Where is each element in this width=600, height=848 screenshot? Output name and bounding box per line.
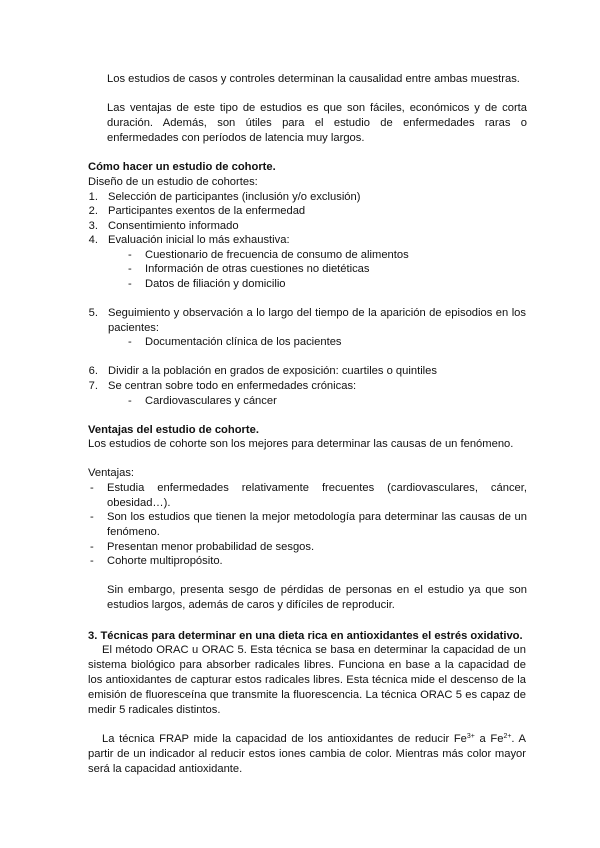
intro-paragraph-1: Los estudios de casos y controles determinan la causalidad entre ambas muestras.: [107, 73, 520, 85]
step-text: Consentimiento informado: [108, 220, 239, 232]
sub-item: Cuestionario de frecuencia de consumo de alimentos: [145, 249, 409, 261]
advantage-item: Presentan menor probabilidad de sesgos.: [107, 541, 315, 553]
dash-bullet: -: [90, 555, 94, 567]
step-text: Se centran sobre todo en enfermedades crónicas:: [108, 380, 357, 392]
advantage-item: Son los estudios que tienen la mejor metodología para determinar las causas de un fenómeno.: [107, 511, 527, 538]
step-number: 4.: [88, 234, 98, 246]
iron-2-charge: 2+: [503, 733, 512, 740]
iron-3-charge: 3+: [466, 733, 475, 740]
dash-bullet: -: [128, 395, 132, 407]
frap-text-start: La técnica FRAP mide la capacidad de los antioxidantes de reducir Fe: [102, 733, 467, 745]
step-number: 5.: [88, 307, 98, 319]
dash-bullet: -: [128, 278, 132, 290]
advantage-item: Estudia enfermedades relativamente frecuentes (cardiovasculares, cáncer, obesidad…).: [107, 482, 527, 509]
sub-item: Cardiovasculares y cáncer: [145, 395, 277, 407]
dash-bullet: -: [128, 263, 132, 275]
sub-item: Documentación clínica de los pacientes: [145, 336, 342, 348]
dash-bullet: -: [128, 336, 132, 348]
step-text: Evaluación inicial lo más exhaustiva:: [108, 234, 290, 246]
sub-item: Datos de filiación y domicilio: [145, 278, 286, 290]
cohort-how-heading: Cómo hacer un estudio de cohorte.: [88, 161, 276, 173]
frap-paragraph: [88, 732, 526, 777]
step-text: Dividir a la población en grados de exposición: cuartiles o quintiles: [108, 365, 437, 377]
advantages-closing: Sin embargo, presenta sesgo de pérdidas de personas en el estudio ya que son estudios largos, además de caros y difíciles de reproducir.: [107, 584, 527, 611]
step-text: Participantes exentos de la enfermedad: [108, 205, 306, 217]
frap-text-mid: a Fe: [474, 733, 504, 745]
frap-text-end: . A partir de un indicador al reducir estos iones cambia de color. Mientras más color mayor será la capacidad antioxidante.: [88, 733, 527, 775]
step-number: 1.: [88, 191, 98, 203]
orac-paragraph: El método ORAC u ORAC 5. Esta técnica se basa en determinar la capacidad de un sistema biológico para absorber radicales libres. Funciona en base a la capacidad de los antioxidantes de capturar estos radicales libres. Esta técnica mide el descenso de la emisión de fluoresceína que transmite la fluorescencia. La técnica ORAC 5 es capaz de medir 5 radicales distintos.: [88, 644, 526, 716]
intro-paragraph-2: Las ventajas de este tipo de estudios es que son fáciles, económicos y de corta duración. Además, son útiles para el estudio de enfermedades raras o enfermedades con períodos de latencia muy largos.: [107, 102, 527, 144]
step-number: 6.: [88, 365, 98, 377]
step-number: 2.: [88, 205, 98, 217]
advantages-label: Ventajas:: [88, 467, 135, 479]
step-number: 7.: [88, 380, 98, 392]
cohort-design-label: Diseño de un estudio de cohortes:: [88, 176, 258, 188]
dash-bullet: -: [90, 541, 94, 553]
step-text: Selección de participantes (inclusión y/o exclusión): [108, 191, 361, 203]
advantage-item: Cohorte multipropósito.: [107, 555, 223, 567]
sub-item: Información de otras cuestiones no dietéticas: [145, 263, 370, 275]
step-text: Seguimiento y observación a lo largo del tiempo de la aparición de episodios en los pacientes:: [108, 307, 526, 334]
cohort-advantages-intro: Los estudios de cohorte son los mejores para determinar las causas de un fenómeno.: [88, 438, 514, 450]
dash-bullet: -: [128, 249, 132, 261]
dash-bullet: -: [90, 511, 94, 523]
dash-bullet: -: [90, 482, 94, 494]
step-number: 3.: [88, 220, 98, 232]
techniques-heading: 3. Técnicas para determinar en una dieta rica en antioxidantes el estrés oxidativo.: [88, 630, 523, 642]
cohort-advantages-heading: Ventajas del estudio de cohorte.: [88, 424, 259, 436]
